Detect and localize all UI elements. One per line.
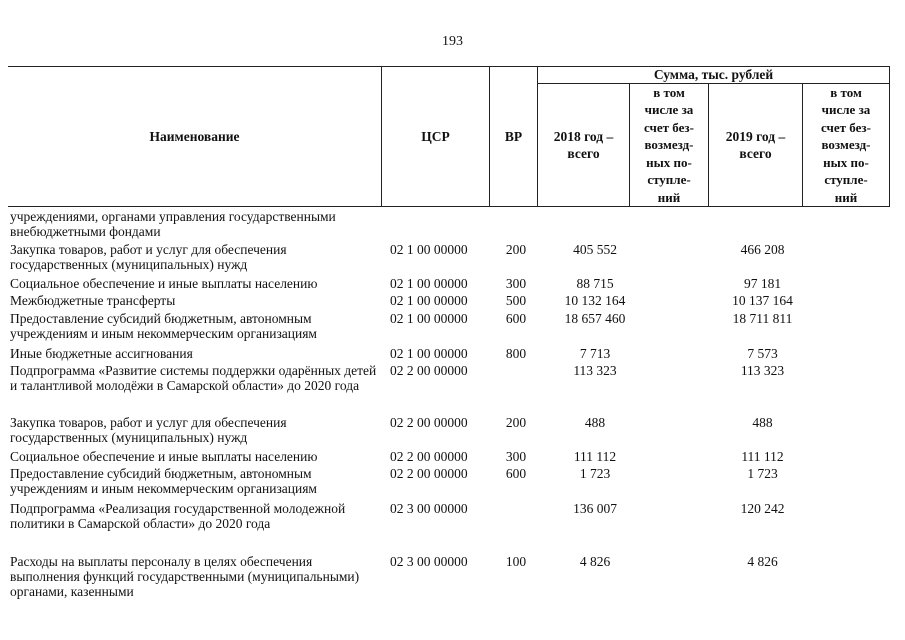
page-number: 193	[442, 34, 463, 49]
header-incl-line: ступле-	[824, 172, 868, 188]
row-2019-total: 111 112	[741, 449, 784, 464]
header-incl-line: числе за	[644, 102, 694, 118]
header-incl-line: ступле-	[647, 172, 691, 188]
row-2019-total: 113 323	[740, 363, 785, 378]
row-csr: 02 2 00 00000	[390, 415, 468, 430]
row-name: Закупка товаров, работ и услуг для обеспечения государственных (муниципальных) нужд	[10, 242, 287, 272]
row-vr: 600	[505, 466, 527, 481]
header-2019-line2: всего	[739, 146, 772, 161]
row-csr: 02 3 00 00000	[390, 501, 468, 516]
header-vr: ВР	[504, 128, 523, 144]
row-name: учреждениями, органами управления государственными внебюджетными фондами	[10, 209, 336, 239]
row-2018-total: 88 715	[576, 276, 614, 291]
row-csr: 02 2 00 00000	[390, 363, 468, 378]
row-2018-total: 136 007	[573, 501, 617, 516]
row-csr: 02 2 00 00000	[390, 449, 468, 464]
row-vr: 200	[505, 415, 527, 430]
header-2019-line1: 2019 год –	[725, 129, 786, 144]
row-csr: 02 1 00 00000	[390, 293, 468, 308]
header-2018-total	[538, 84, 629, 206]
row-name: Расходы на выплаты персоналу в целях обеспечения выполнения функций государственными (муниципальными) органами, казенными	[10, 554, 360, 599]
row-name: Предоставление субсидий бюджетным, автономным учреждениям и иным некоммерческим организациям	[10, 311, 317, 341]
row-2018-total: 10 132 164	[564, 293, 626, 308]
row-2019-total: 4 826	[747, 554, 778, 569]
row-name: Подпрограмма «Реализация государственной молодежной политики в Самарской области» до 2020 года	[10, 501, 346, 531]
header-incl-line: ных по-	[646, 154, 692, 170]
header-incl-line: в том	[653, 84, 685, 100]
header-incl-line: счет без-	[821, 119, 871, 135]
header-incl-line: возмезд-	[644, 137, 694, 153]
row-vr: 200	[505, 242, 527, 257]
row-2018-total: 7 713	[579, 346, 611, 361]
row-name: Социальное обеспечение и иные выплаты населению	[10, 449, 318, 464]
header-2018-line1: 2018 год –	[553, 129, 614, 144]
row-name: Предоставление субсидий бюджетным, автономным учреждениям и иным некоммерческим организациям	[10, 466, 317, 496]
header-2019-free-receipts	[803, 84, 889, 206]
header-csr: ЦСР	[421, 128, 450, 144]
header-bottom-border	[8, 206, 890, 207]
row-2019-total: 7 573	[747, 346, 778, 361]
header-sum-group: Сумма, тыс. рублей	[653, 67, 774, 82]
row-2019-total: 120 242	[740, 501, 785, 516]
header-incl-line: ных по-	[823, 154, 869, 170]
row-vr: 300	[505, 449, 527, 464]
header-incl-line: ний	[834, 189, 858, 205]
row-csr: 02 2 00 00000	[390, 466, 468, 481]
row-vr: 600	[505, 311, 527, 326]
row-name: Подпрограмма «Развитие системы поддержки одарённых детей и талантливой молодёжи в Самарской области» до 2020 года	[10, 363, 377, 393]
row-2018-total: 405 552	[573, 242, 617, 257]
row-2018-total: 18 657 460	[564, 311, 626, 326]
row-csr: 02 3 00 00000	[390, 554, 468, 569]
header-incl-line: счет без-	[644, 119, 694, 135]
row-name: Закупка товаров, работ и услуг для обеспечения государственных (муниципальных) нужд	[10, 415, 287, 445]
row-2019-total: 18 711 811	[732, 311, 793, 326]
row-2018-total: 1 723	[579, 466, 611, 481]
row-vr: 800	[505, 346, 527, 361]
row-2019-total: 97 181	[743, 276, 782, 291]
header-incl-line: в том	[830, 84, 862, 100]
header-divider	[889, 66, 890, 207]
row-csr: 02 1 00 00000	[390, 311, 468, 326]
row-name: Иные бюджетные ассигнования	[10, 346, 193, 361]
row-2019-total: 10 137 164	[732, 293, 793, 308]
header-2018-free-receipts	[630, 84, 708, 206]
row-name: Межбюджетные трансферты	[10, 293, 176, 308]
row-2019-total: 466 208	[740, 242, 785, 257]
row-vr: 100	[505, 554, 527, 569]
row-2019-total: 488	[752, 415, 773, 430]
row-2018-total: 488	[584, 415, 606, 430]
header-incl-line: числе за	[821, 102, 871, 118]
row-name: Социальное обеспечение и иные выплаты населению	[10, 276, 318, 291]
row-vr: 500	[505, 293, 527, 308]
header-incl-line: возмезд-	[821, 137, 871, 153]
row-2018-total: 111 112	[573, 449, 617, 464]
header-2019-total	[709, 84, 802, 206]
row-2018-total: 113 323	[573, 363, 617, 378]
row-2019-total: 1 723	[747, 466, 778, 481]
row-csr: 02 1 00 00000	[390, 346, 468, 361]
row-csr: 02 1 00 00000	[390, 276, 468, 291]
header-2018-line2: всего	[567, 146, 600, 161]
row-csr: 02 1 00 00000	[390, 242, 468, 257]
row-vr: 300	[505, 276, 527, 291]
header-incl-line: ний	[657, 189, 681, 205]
header-name: Наименование	[149, 128, 240, 144]
row-2018-total: 4 826	[579, 554, 611, 569]
